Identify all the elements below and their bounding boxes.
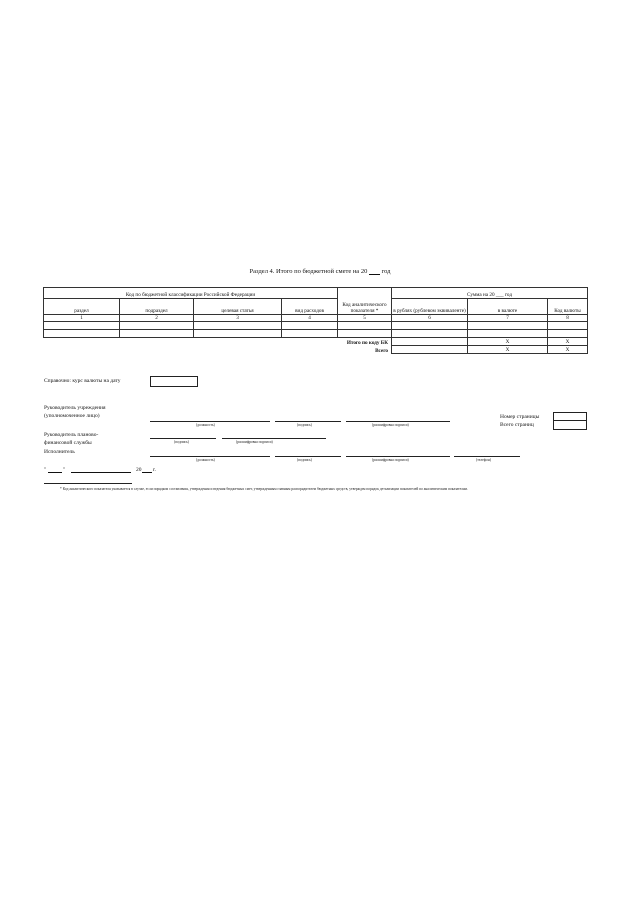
col-number: 4 bbox=[282, 315, 338, 322]
date-quote-close: " bbox=[63, 467, 66, 473]
executor-phone-caption: (телефон) bbox=[476, 458, 492, 462]
col-number: 6 bbox=[392, 315, 468, 322]
total-by-code-currency-x: Х bbox=[468, 338, 548, 346]
date-year-field[interactable] bbox=[142, 466, 152, 473]
cell[interactable] bbox=[548, 322, 588, 330]
head-position-line[interactable] bbox=[150, 421, 270, 422]
col-header-expense-type: вид расходов bbox=[282, 299, 338, 315]
cell[interactable] bbox=[392, 322, 468, 330]
sum-group-header: Сумма на 20 ___ год bbox=[392, 288, 588, 299]
col-header-target-item: целевая статья bbox=[194, 299, 282, 315]
col-number: 7 bbox=[468, 315, 548, 322]
head-signature-line[interactable] bbox=[275, 421, 341, 422]
col-header-currency: в валюте bbox=[468, 299, 548, 315]
fin-head-decode-line[interactable] bbox=[222, 438, 326, 439]
head-decode-caption: (расшифровка подписи) bbox=[372, 423, 409, 427]
total-label: Всего bbox=[375, 347, 389, 354]
date-month-field[interactable] bbox=[71, 466, 131, 473]
table-row[interactable] bbox=[44, 330, 588, 338]
fin-head-signature-line[interactable] bbox=[150, 438, 216, 439]
budget-code-group-header: Код по бюджетной классификации Российской Федерации bbox=[44, 288, 338, 299]
col-header-currency-code: Код валюты bbox=[548, 299, 588, 315]
col-number: 3 bbox=[194, 315, 282, 322]
total-pages-input[interactable] bbox=[553, 420, 587, 430]
total-by-code-row bbox=[44, 338, 588, 346]
col-number: 2 bbox=[120, 315, 194, 322]
col-number: 5 bbox=[338, 315, 392, 322]
date-quote-open: " bbox=[44, 467, 47, 473]
section-title-text: Раздел 4. Итого по бюджетной смете на 20 bbox=[249, 268, 368, 275]
executor-signature-line[interactable] bbox=[275, 456, 341, 457]
col-number: 8 bbox=[548, 315, 588, 322]
executor-label: Исполнитель bbox=[44, 449, 75, 455]
budget-summary-table bbox=[43, 287, 588, 354]
col-header-rubles: в рублях (рублевом эквиваленте) bbox=[392, 299, 468, 315]
cell[interactable] bbox=[548, 330, 588, 338]
cell[interactable] bbox=[120, 330, 194, 338]
cell[interactable] bbox=[120, 322, 194, 330]
head-position-caption: (должность) bbox=[196, 423, 215, 427]
footnote: * Код аналитического показателя указывается в случае, если порядком составления, утверждения и ведения бюджетных смет, утвержденным главным распорядителем бюджетных средств, утвержден порядок детализации показателей по аналитическим показателям. bbox=[60, 487, 468, 491]
total-currency-x: Х bbox=[468, 346, 548, 354]
exchange-rate-label: Справочно: курс валюты на дату bbox=[44, 378, 121, 384]
cell[interactable] bbox=[194, 330, 282, 338]
col-header-section: раздел bbox=[44, 299, 120, 315]
cell[interactable] bbox=[468, 330, 548, 338]
total-by-code-currency-code-x: Х bbox=[548, 338, 588, 346]
cell[interactable] bbox=[338, 322, 392, 330]
executor-decode-line[interactable] bbox=[346, 456, 450, 457]
column-numbers-row bbox=[44, 315, 588, 322]
date-line bbox=[44, 466, 174, 475]
analytic-code-header: Код аналитического показателя * bbox=[338, 288, 392, 315]
head-decode-line[interactable] bbox=[346, 421, 450, 422]
fin-head-label-service: финансовой службы bbox=[44, 440, 92, 446]
exchange-rate-input[interactable] bbox=[150, 376, 198, 387]
executor-signature-caption: (подпись) bbox=[297, 458, 312, 462]
header-row-1 bbox=[44, 288, 588, 299]
executor-phone-line[interactable] bbox=[454, 456, 520, 457]
header-row-2 bbox=[44, 299, 588, 315]
cell[interactable] bbox=[282, 322, 338, 330]
page-number-label: Номер страницы bbox=[500, 414, 540, 420]
total-row bbox=[44, 346, 588, 354]
footnote-separator bbox=[44, 483, 132, 484]
date-day-field[interactable] bbox=[48, 466, 62, 473]
total-by-code-label: Итого по коду БК bbox=[346, 339, 389, 346]
section-title bbox=[0, 268, 640, 275]
table-row[interactable] bbox=[44, 322, 588, 330]
fin-head-label: Руководитель планово- bbox=[44, 432, 99, 438]
fin-head-decode-caption: (расшифровка подписи) bbox=[236, 440, 273, 444]
total-currency-code-x: Х bbox=[548, 346, 588, 354]
head-label-authorized: (уполномоченное лицо) bbox=[44, 413, 100, 419]
year-blank[interactable] bbox=[369, 268, 380, 275]
cell[interactable] bbox=[194, 322, 282, 330]
cell[interactable] bbox=[282, 330, 338, 338]
executor-position-line[interactable] bbox=[150, 456, 270, 457]
executor-decode-caption: (расшифровка подписи) bbox=[372, 458, 409, 462]
executor-position-caption: (должность) bbox=[196, 458, 215, 462]
head-signature-caption: (подпись) bbox=[297, 423, 312, 427]
col-number: 1 bbox=[44, 315, 120, 322]
cell[interactable] bbox=[468, 322, 548, 330]
fin-head-signature-caption: (подпись) bbox=[174, 440, 189, 444]
col-header-subsection: подраздел bbox=[120, 299, 194, 315]
section-title-suffix: год bbox=[381, 268, 391, 275]
cell[interactable] bbox=[338, 330, 392, 338]
total-rubles[interactable] bbox=[392, 346, 468, 354]
total-by-code-rubles[interactable] bbox=[392, 338, 468, 346]
date-year-prefix: 20 bbox=[136, 467, 142, 473]
cell[interactable] bbox=[392, 330, 468, 338]
head-label: Руководитель учреждения bbox=[44, 405, 106, 411]
total-pages-label: Всего страниц bbox=[500, 422, 534, 428]
date-year-suffix: г. bbox=[152, 467, 156, 473]
cell[interactable] bbox=[44, 330, 120, 338]
cell[interactable] bbox=[44, 322, 120, 330]
